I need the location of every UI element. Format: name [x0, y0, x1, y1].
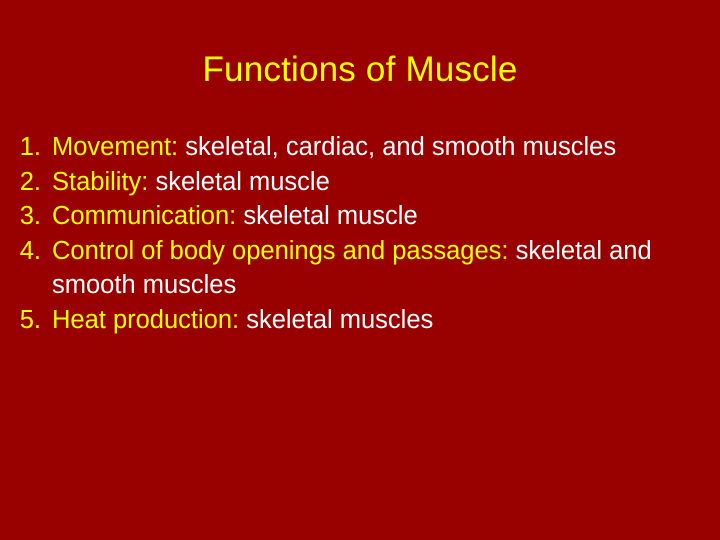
list-item-keyword: Control of body openings and passages: [52, 236, 509, 265]
list-item [10, 130, 706, 165]
list-item-keyword: Heat production: [52, 305, 240, 334]
list-item-detail: skeletal muscle [236, 202, 418, 231]
list-item-detail: skeletal muscles [239, 305, 434, 334]
list-item-detail: skeletal muscle [148, 167, 330, 196]
list-item-number: 3. [19, 202, 41, 231]
list-item-text [52, 199, 706, 234]
list-item-keyword: Stability: [52, 167, 149, 196]
list-item [10, 199, 706, 234]
list-item-detail: skeletal and smooth muscles [52, 236, 652, 300]
list-item-text [52, 165, 706, 200]
page-title: Functions of Muscle [202, 50, 518, 89]
list-item-number: 2. [19, 167, 41, 196]
list-item-detail: skeletal, cardiac, and smooth muscles [178, 133, 617, 161]
list-item-text [52, 130, 706, 165]
list-item-number: 5. [19, 305, 41, 334]
functions-list [10, 130, 706, 337]
list-item [10, 234, 706, 303]
list-item-text [52, 234, 706, 303]
list-item-text [52, 303, 706, 338]
list-item-keyword: Communication: [52, 202, 237, 231]
list-item-number: 4. [19, 236, 41, 265]
list-item [10, 303, 706, 338]
list-item-number: 1. [19, 133, 41, 161]
list-item-keyword: Movement: [52, 133, 179, 161]
list-item [10, 165, 706, 200]
